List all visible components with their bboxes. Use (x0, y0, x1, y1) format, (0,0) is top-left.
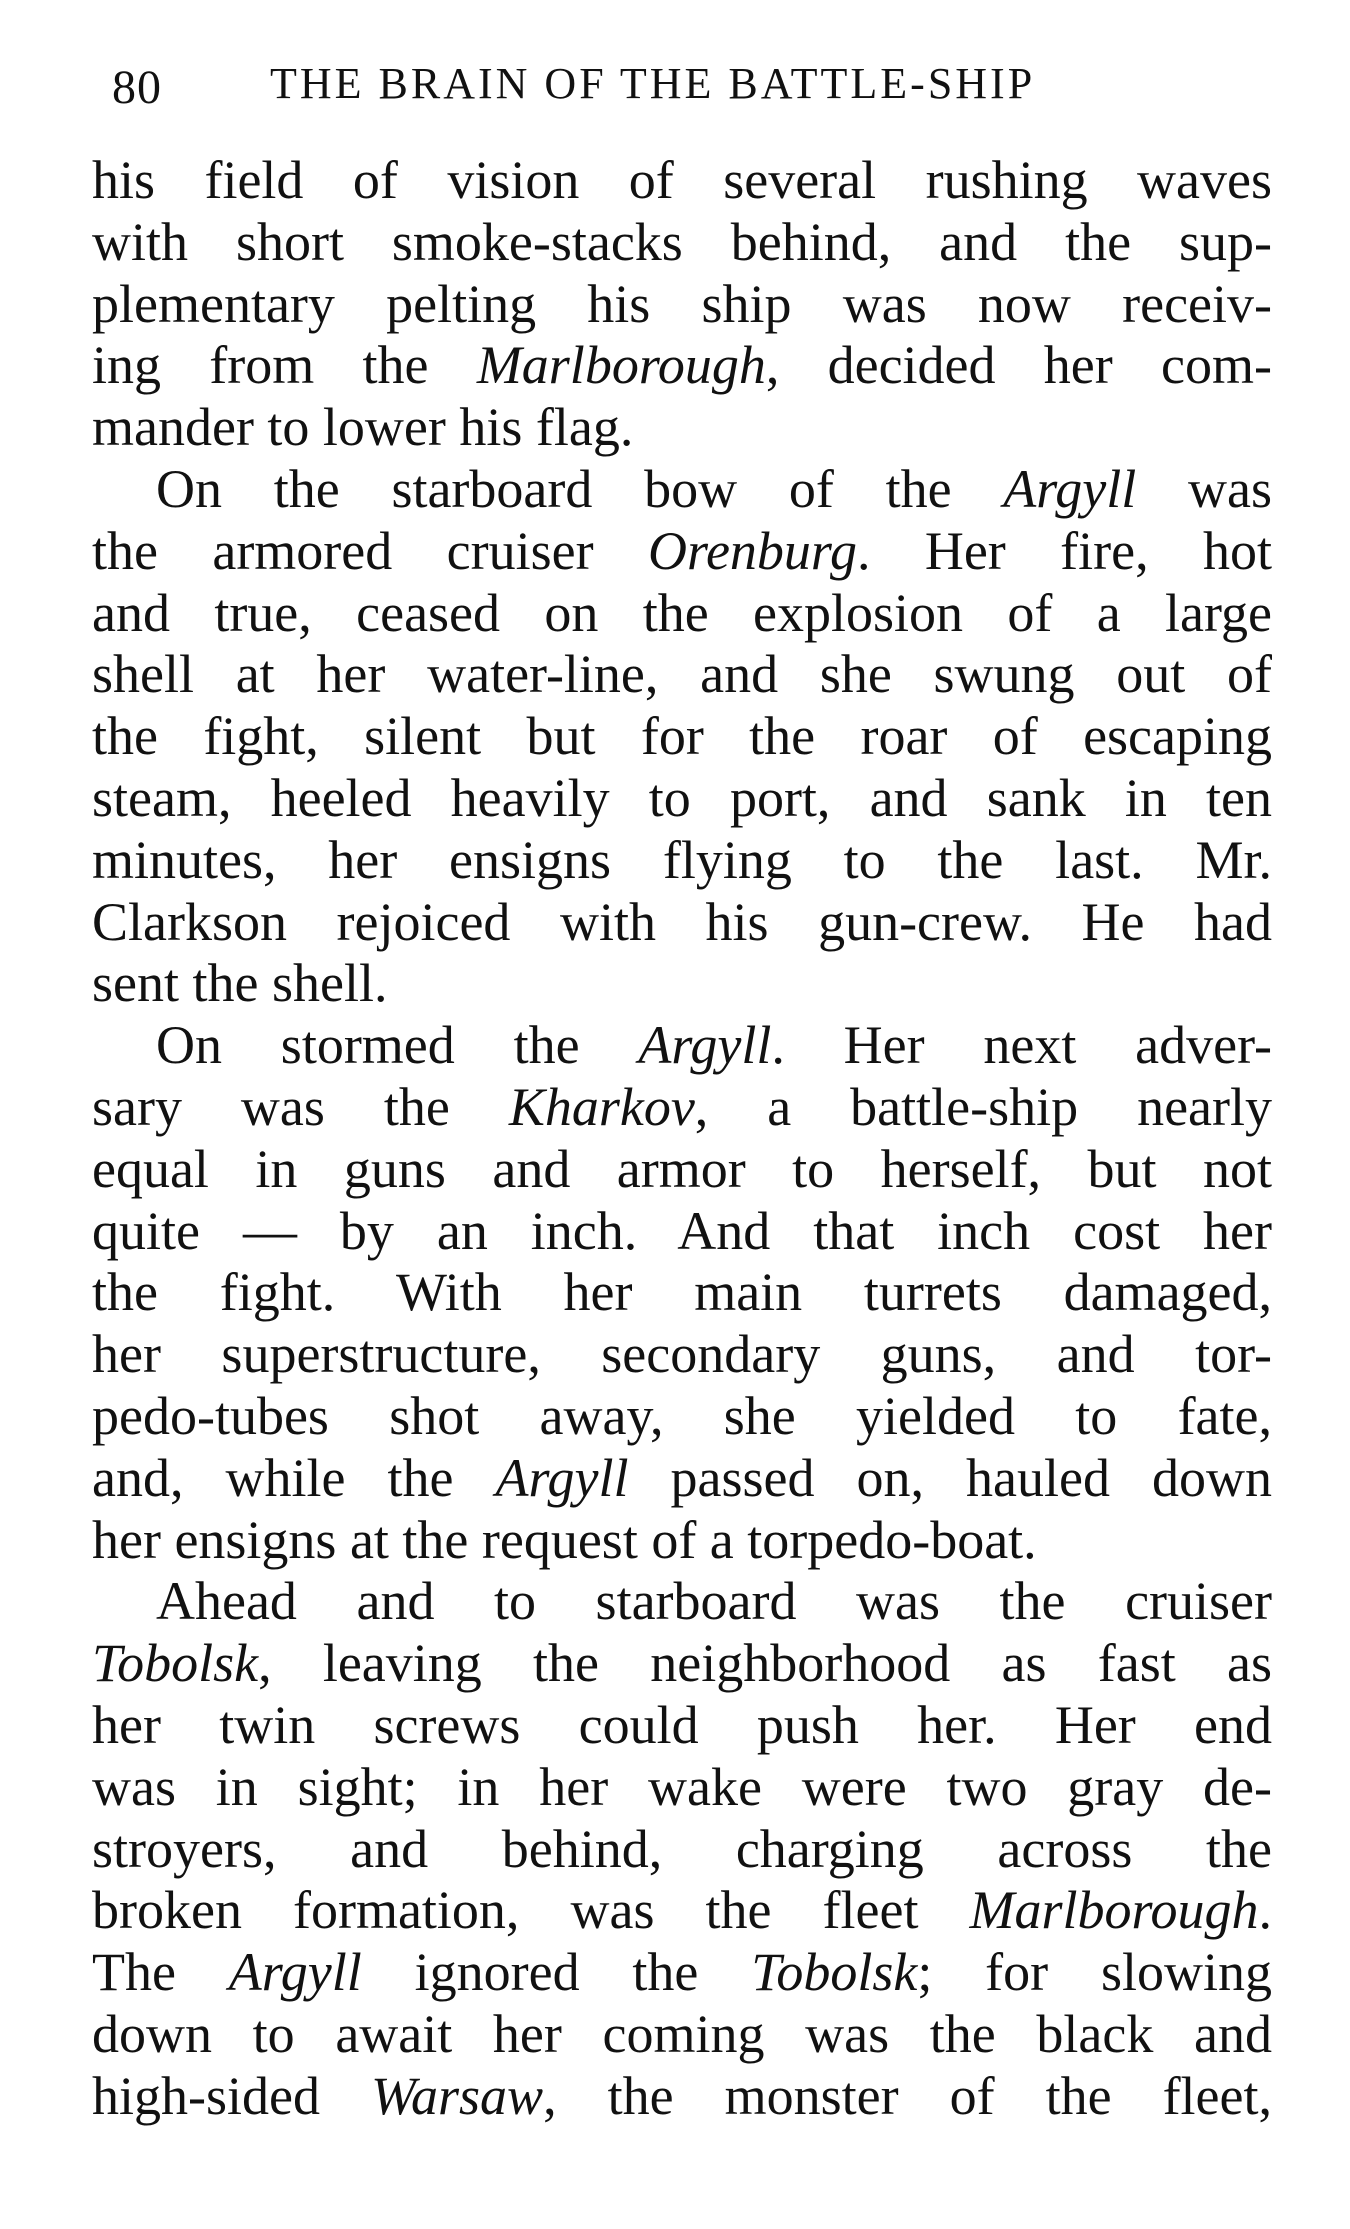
text-segment: Ahead and to starboard was the cruiser (156, 1571, 1272, 1632)
text-line (92, 1386, 1272, 1448)
text-segment: mander to lower his flag. (92, 397, 634, 458)
text-line (92, 1077, 1272, 1139)
text-segment: quite — by an inch. And that inch cost her (92, 1200, 1272, 1261)
text-segment: ignored the (361, 1942, 752, 2003)
text-segment: the fight, silent but for the roar of escaping (92, 706, 1272, 767)
italic-ship-name: Kharkov (508, 1076, 695, 1137)
text-line (92, 274, 1272, 336)
text-line (92, 1139, 1272, 1201)
text-segment: broken formation, was the fleet (92, 1880, 970, 1941)
text-line (92, 1757, 1272, 1819)
italic-ship-name: Argyll (1003, 458, 1137, 519)
text-segment: high-sided (92, 2065, 371, 2126)
text-segment: The (92, 1942, 229, 2003)
page-number: 80 (112, 61, 162, 114)
text-segment: down to await her coming was the black and (92, 2003, 1272, 2064)
text-segment: minutes, her ensigns flying to the last. Mr. (92, 829, 1272, 890)
text-line (92, 2066, 1272, 2128)
text-segment: passed on, hauled down (628, 1447, 1272, 1508)
text-line (92, 459, 1272, 521)
text-segment: equal in guns and armor to herself, but not (92, 1138, 1272, 1199)
text-line (92, 335, 1272, 397)
text-line (92, 1695, 1272, 1757)
italic-ship-name: Argyll (228, 1942, 362, 2003)
text-segment: . Her fire, hot (856, 520, 1272, 581)
text-line (92, 953, 1272, 1015)
text-segment: her superstructure, secondary guns, and tor- (92, 1324, 1272, 1385)
text-line (92, 706, 1272, 768)
text-segment: the fight. With her main turrets damaged, (92, 1262, 1272, 1323)
italic-ship-name: Tobolsk (751, 1942, 918, 2003)
text-line (92, 150, 1272, 212)
text-segment: was (1136, 458, 1273, 519)
text-line (92, 1448, 1272, 1510)
text-segment: , leaving the neighborhood as fast as (258, 1633, 1272, 1694)
text-line (92, 397, 1272, 459)
text-line (92, 583, 1272, 645)
text-line (92, 212, 1272, 274)
text-line (92, 1633, 1272, 1695)
text-segment: and true, ceased on the explosion of a large (92, 582, 1272, 643)
text-segment: steam, heeled heavily to port, and sank in ten (92, 767, 1272, 828)
text-segment: , a battle-ship nearly (694, 1076, 1272, 1137)
text-segment: ; for slowing (917, 1942, 1272, 2003)
text-line (92, 521, 1272, 583)
text-segment: sary was the (92, 1076, 509, 1137)
italic-ship-name: Argyll (495, 1447, 629, 1508)
text-segment: sent the shell. (92, 953, 388, 1014)
text-segment: the armored cruiser (92, 520, 648, 581)
text-line (92, 1942, 1272, 2004)
text-segment: her ensigns at the request of a torpedo-boat. (92, 1509, 1037, 1570)
text-segment: her twin screws could push her. Her end (92, 1694, 1272, 1755)
italic-ship-name: Warsaw (371, 2065, 544, 2126)
text-segment: On stormed the (156, 1015, 639, 1076)
text-segment: pedo-tubes shot away, she yielded to fate, (92, 1385, 1272, 1446)
italic-ship-name: Orenburg (647, 520, 857, 581)
running-head (112, 50, 1292, 120)
text-segment: his field of vision of several rushing waves (92, 150, 1272, 210)
text-line (92, 1880, 1272, 1942)
text-line (92, 1262, 1272, 1324)
text-segment: stroyers, and behind, charging across the (92, 1818, 1272, 1879)
text-line (92, 830, 1272, 892)
text-segment: , decided her com- (765, 335, 1272, 396)
text-line (92, 1201, 1272, 1263)
text-line (92, 1015, 1272, 1077)
text-segment: . (1258, 1880, 1272, 1941)
text-segment: Clarkson rejoiced with his gun-crew. He had (92, 891, 1272, 952)
text-segment: with short smoke-stacks behind, and the sup- (92, 211, 1272, 272)
text-segment: , the monster of the fleet, (543, 2065, 1272, 2126)
text-line (92, 1324, 1272, 1386)
text-segment: and, while the (92, 1447, 496, 1508)
text-line (92, 1571, 1272, 1633)
text-line (92, 1819, 1272, 1881)
italic-ship-name: Argyll (638, 1015, 772, 1076)
text-line (92, 1510, 1272, 1572)
text-line (92, 768, 1272, 830)
text-line (92, 644, 1272, 706)
text-segment: ing from the (92, 335, 477, 396)
text-segment: shell at her water-line, and she swung out of (92, 644, 1272, 705)
text-line (92, 892, 1272, 954)
text-line (92, 2004, 1272, 2066)
text-segment: plementary pelting his ship was now receiv- (92, 273, 1272, 334)
text-segment: On the starboard bow of the (156, 458, 1004, 519)
running-title: THE BRAIN OF THE BATTLE-SHIP (270, 59, 1036, 108)
italic-ship-name: Marlborough (476, 335, 766, 396)
body-text (92, 150, 1272, 2128)
text-segment: was in sight; in her wake were two gray de- (92, 1756, 1272, 1817)
italic-ship-name: Marlborough (969, 1880, 1259, 1941)
italic-ship-name: Tobolsk (92, 1633, 259, 1694)
text-segment: . Her next adver- (771, 1015, 1272, 1076)
